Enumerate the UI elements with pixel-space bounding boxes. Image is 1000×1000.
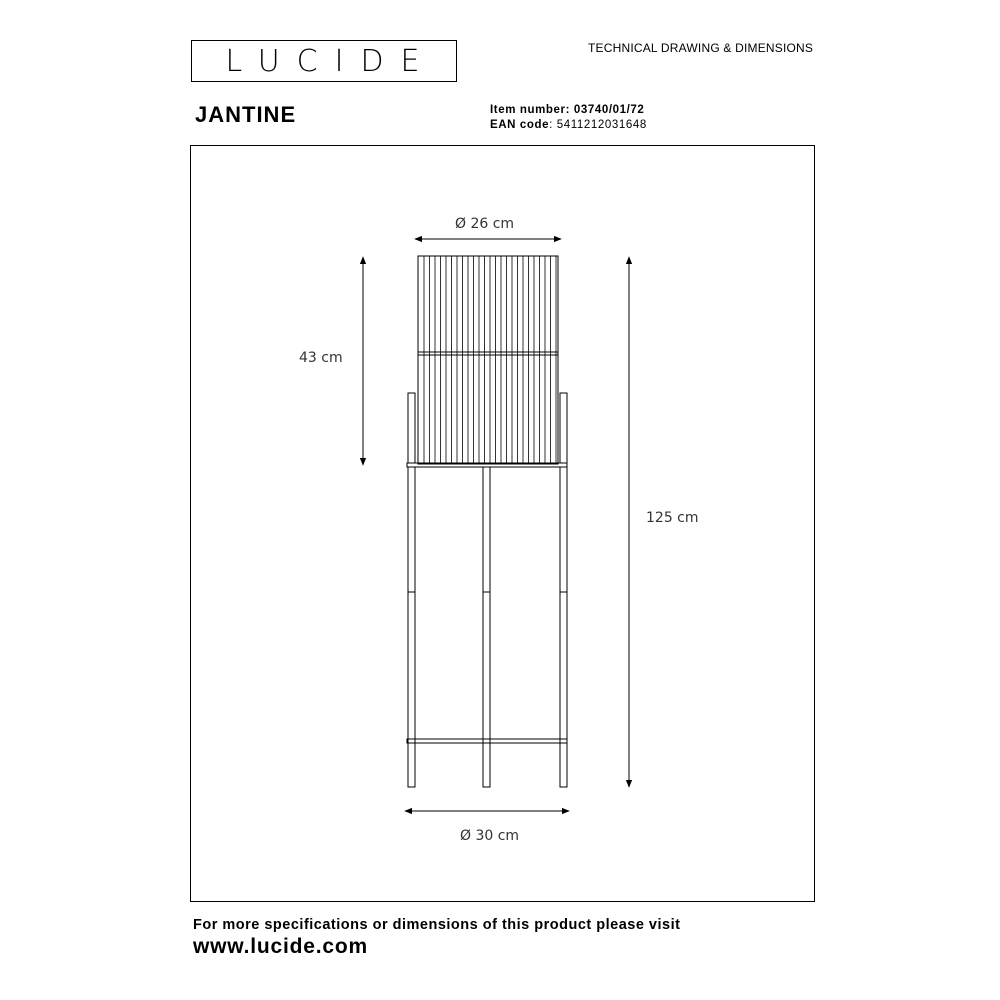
lamp-shade [418, 256, 558, 464]
item-number-value: 03740/01/72 [573, 104, 645, 116]
base-diameter-label: Ø 30 cm [460, 828, 520, 844]
shade-diameter-label: Ø 26 cm [455, 216, 515, 232]
lamp-stand [407, 393, 567, 787]
total-height-label: 125 cm [646, 510, 699, 526]
item-number: Item number: 03740/01/72 [490, 104, 645, 116]
brand-logo-text: LUCIDE [225, 43, 437, 79]
ean-code: EAN code: 5411212031648 [490, 119, 647, 131]
website-link[interactable]: www.lucide.com [193, 935, 368, 958]
product-name: JANTINE [195, 102, 297, 127]
shade-height-label: 43 cm [299, 350, 343, 366]
item-number-label: Item number [490, 104, 566, 116]
footer-note: For more specifications or dimensions of this product please visit [193, 917, 681, 933]
ean-value: 5411212031648 [556, 119, 647, 131]
ean-label: EAN code [490, 119, 550, 131]
document-title: TECHNICAL DRAWING & DIMENSIONS [588, 41, 814, 55]
